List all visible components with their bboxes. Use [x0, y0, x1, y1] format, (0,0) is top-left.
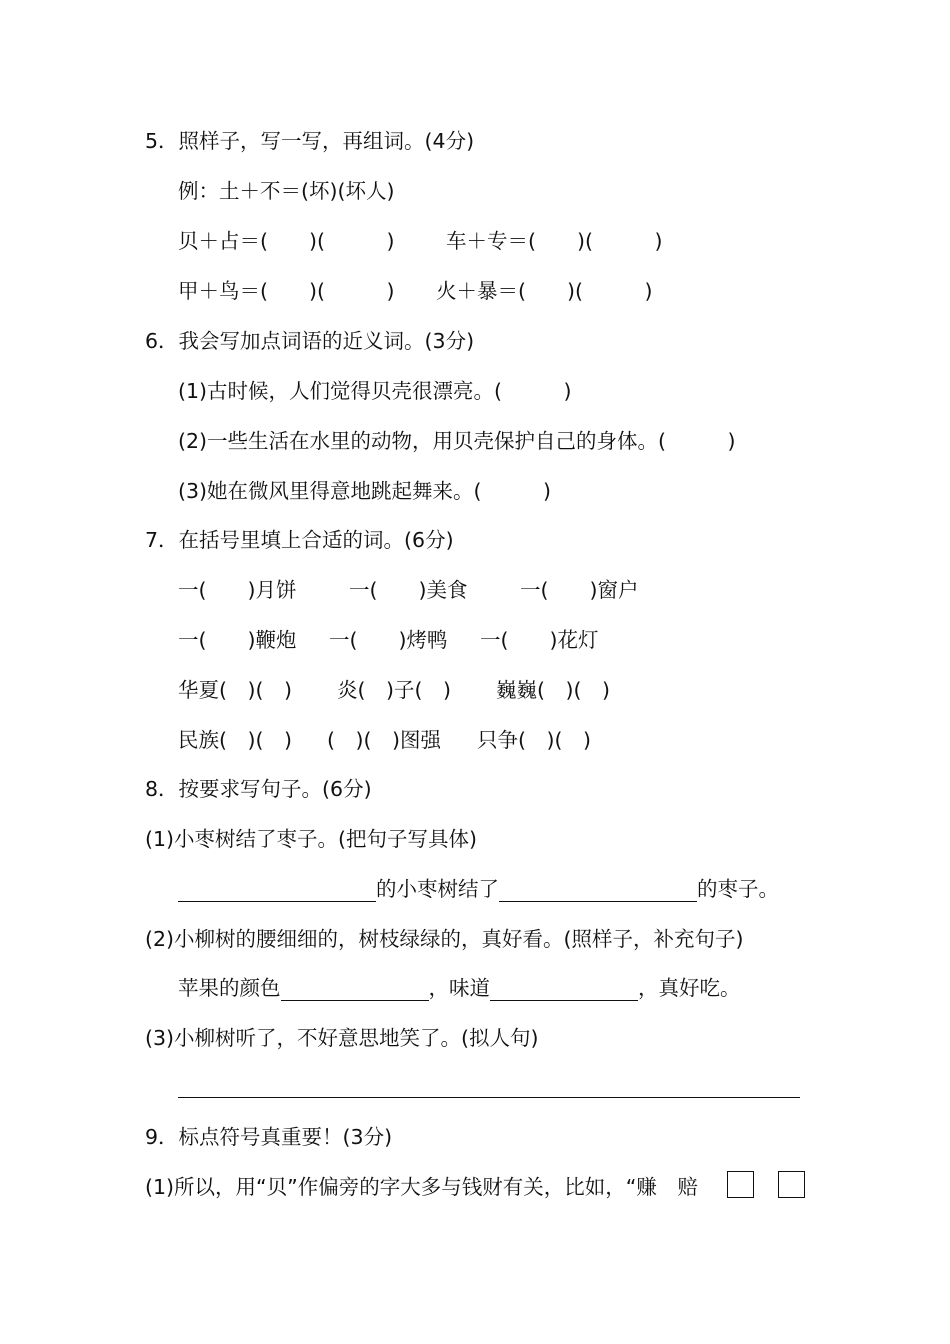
q8-s2-start: 苹果的颜色 [178, 976, 281, 1000]
q7-title: 7．在括号里填上合适的词。(6分) [145, 528, 454, 552]
q8-title: 8．按要求写句子。(6分) [145, 777, 372, 801]
q8-s2-end: ，真好吃。 [638, 976, 741, 1000]
q9-punct-box-2[interactable] [778, 1171, 805, 1198]
q7-r3-c3[interactable]: 巍巍( )( ) [496, 678, 610, 702]
q7-r4-c3[interactable]: 只争( )( ) [477, 728, 591, 752]
q7-r3-c2[interactable]: 炎( )子( ) [337, 678, 451, 702]
q5-row2-left[interactable]: 甲＋鸟＝( )( ) [178, 279, 395, 303]
q7-r2-c3[interactable]: 一( )花灯 [480, 628, 599, 652]
q5-row2-right[interactable]: 火＋暴＝( )( ) [436, 279, 653, 303]
q8-s1-blank-2[interactable] [499, 879, 697, 902]
q9-punct-box-1[interactable] [727, 1171, 754, 1198]
q7-r1-c1[interactable]: 一( )月饼 [178, 578, 297, 602]
q5-example: 例：土＋不＝(坏)(坏人) [178, 179, 395, 203]
q7-r1-c2[interactable]: 一( )美食 [349, 578, 468, 602]
q8-s2-fill-row [178, 975, 741, 1001]
q6-title: 6．我会写加点词语的近义词。(3分) [145, 329, 475, 353]
q8-s1-end: 的枣子。 [697, 877, 779, 901]
q7-r4-c2[interactable]: ( )( )图强 [327, 728, 441, 752]
q8-sentence-1: (1)小枣树结了枣子。(把句子写具体) [145, 827, 478, 851]
q7-r2-c2[interactable]: 一( )烤鸭 [329, 628, 448, 652]
q5-row1-left[interactable]: 贝＋占＝( )( ) [178, 229, 395, 253]
q6-item-1[interactable]: (1)古时候，人们觉得贝壳很漂亮。( ) [178, 379, 572, 403]
q8-s2-blank-2[interactable] [490, 978, 638, 1001]
q8-sentence-3: (3)小柳树听了，不好意思地笑了。(拟人句) [145, 1026, 539, 1050]
q6-item-2[interactable]: (2)一些生活在水里的动物，用贝壳保护自己的身体。( ) [178, 429, 736, 453]
q8-s1-blank-1[interactable] [178, 879, 376, 902]
q7-r2-c1[interactable]: 一( )鞭炮 [178, 628, 297, 652]
q9-sentence-1: (1)所以，用“贝”作偏旁的字大多与钱财有关，比如，“赚 赔 [145, 1175, 698, 1199]
q8-s1-fill-row [178, 876, 779, 902]
q6-item-3[interactable]: (3)她在微风里得意地跳起舞来。( ) [178, 479, 552, 503]
q8-sentence-2: (2)小柳树的腰细细的，树枝绿绿的，真好看。(照样子，补充句子) [145, 927, 744, 951]
q8-s2-blank-1[interactable] [281, 978, 429, 1001]
q8-s2-mid: ，味道 [428, 976, 490, 1000]
q9-title: 9．标点符号真重要！(3分) [145, 1125, 393, 1149]
q7-r1-c3[interactable]: 一( )窗户 [520, 578, 639, 602]
q5-row1-right[interactable]: 车＋专＝( )( ) [446, 229, 663, 253]
q8-s1-mid: 的小枣树结了 [376, 877, 499, 901]
q7-r4-c1[interactable]: 民族( )( ) [178, 728, 292, 752]
q7-r3-c1[interactable]: 华夏( )( ) [178, 678, 292, 702]
q8-s3-answer-line[interactable] [178, 1097, 800, 1098]
q5-title: 5．照样子，写一写，再组词。(4分) [145, 129, 475, 153]
